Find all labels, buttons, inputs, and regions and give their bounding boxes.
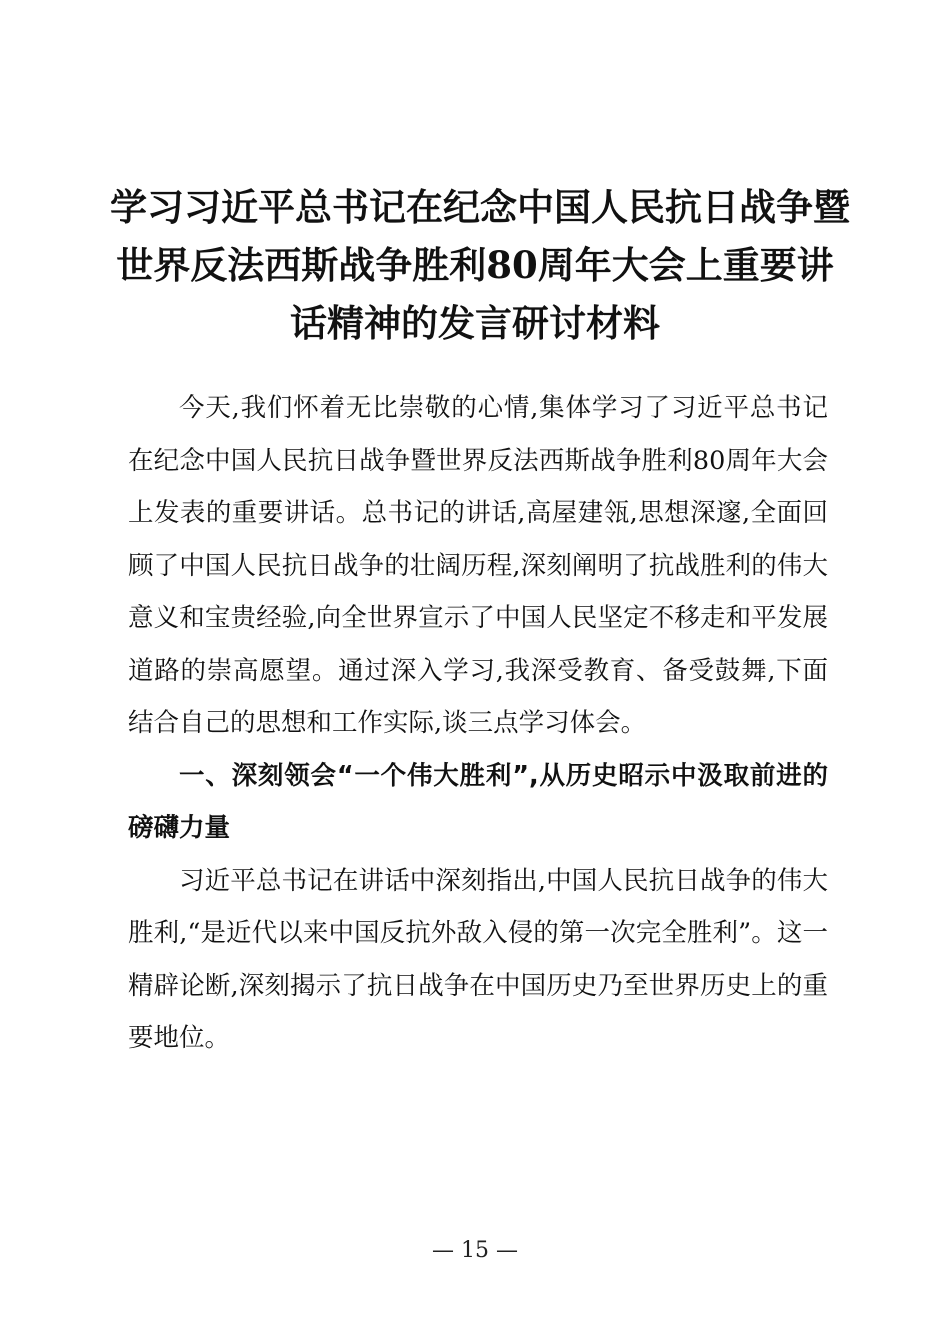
page-number: — 15 —	[432, 1238, 518, 1263]
body-paragraph-intro: 今天,我们怀着无比崇敬的心情,集体学习了习近平总书记在纪念中国人民抗日战争暨世界反法西斯战争胜利80周年大会上发表的重要讲话。总书记的讲话,高屋建瓴,思想深邃,全面回顾了中国人民抗日战争的壮阔历程,深刻阐明了抗战胜利的伟大意义和宝贵经验,向全世界宣示了中国人民坚定不移走和平发展道路的崇高愿望。通过深入学习,我深受教育、备受鼓舞,下面结合自己的思想和工作实际,谈三点学习体会。	[128, 393, 828, 738]
title-line-3: 话精神的发言研讨材料	[290, 301, 660, 345]
document-body	[128, 382, 828, 1065]
title-line-2: 世界反法西斯战争胜利80周年大会上重要讲	[116, 243, 834, 287]
title-line-1: 学习习近平总书记在纪念中国人民抗日战争暨	[110, 185, 850, 229]
body-paragraph-section-1: 习近平总书记在讲话中深刻指出,中国人民抗日战争的伟大胜利,“是近代以来中国反抗外敌入侵的第一次完全胜利”。这一精辟论断,深刻揭示了抗日战争在中国历史乃至世界历史上的重要地位。	[128, 865, 828, 1053]
section-heading-1: 一、深刻领会“一个伟大胜利”,从历史昭示中汲取前进的磅礴力量	[128, 760, 828, 843]
document-title	[110, 178, 850, 352]
